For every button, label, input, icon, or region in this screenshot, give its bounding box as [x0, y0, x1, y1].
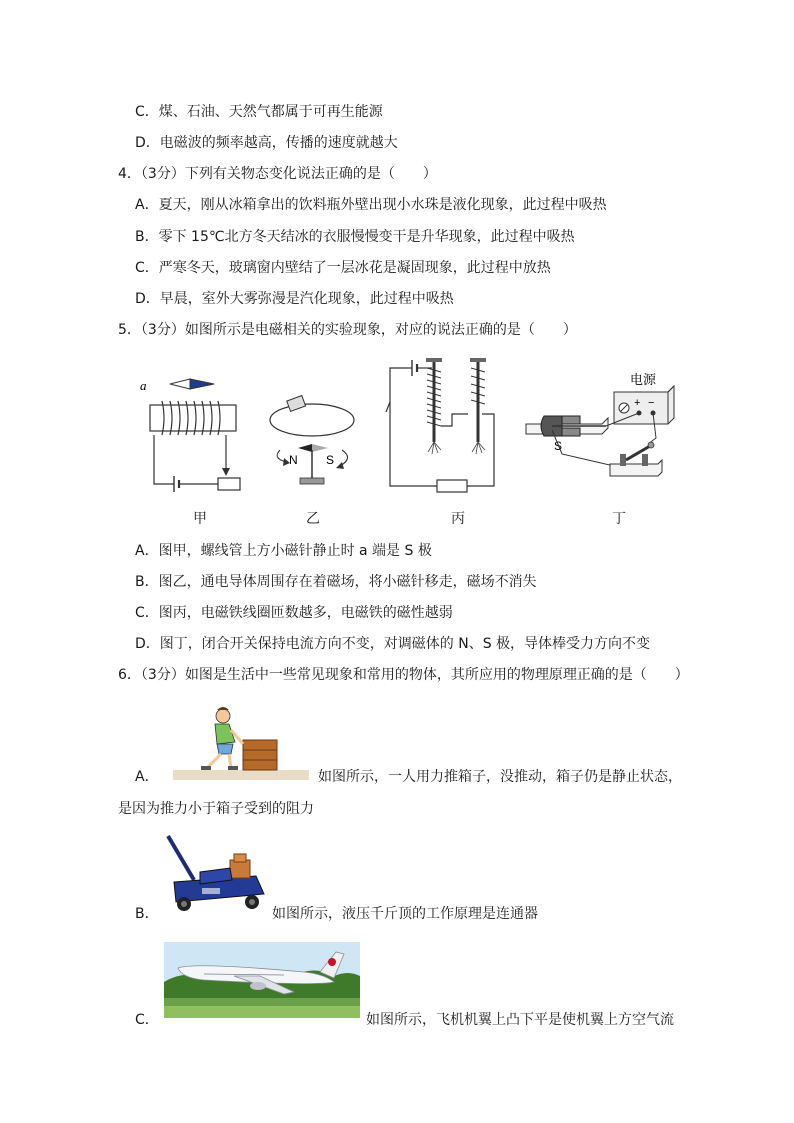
q6-option-b-text: 如图所示，液压千斤顶的工作原理是连通器 [272, 906, 538, 922]
label-a: a [140, 378, 147, 393]
label-minus: − [648, 397, 655, 409]
image-airplane [164, 942, 360, 1018]
image-push-box [173, 702, 309, 780]
label-plus: + [634, 397, 641, 409]
caption-ding: 丁 [612, 511, 626, 527]
q6-option-a-prefix: A． [135, 769, 159, 785]
q4-option-d: D．早晨，室外大雾弥漫是汽化现象，此过程中吸热 [135, 291, 454, 307]
q6-option-c-text: 如图所示，飞机机翼上凸下平是使机翼上方空气流 [366, 1012, 674, 1028]
figure-jia [138, 372, 248, 497]
q4-option-c: C．严寒冬天，玻璃窗内壁结了一层冰花是凝固现象，此过程中放热 [135, 260, 551, 276]
label-power: 电源 [630, 373, 657, 388]
q5-option-a: A．图甲，螺线管上方小磁针静止时 a 端是 S 极 [135, 543, 432, 559]
q3-option-c: C．煤、石油、天然气都属于可再生能源 [135, 104, 383, 120]
q5-option-d: D．图丁，闭合开关保持电流方向不变，对调磁体的 N、S 极，导体棒受力方向不变 [135, 636, 651, 652]
q6-option-a-text: 如图所示，一人用力推箱子，没推动，箱子仍是静止状态， [318, 769, 682, 785]
label-s-yi: S [326, 453, 335, 467]
q4-option-b: B．零下 15℃北方冬天结冰的衣服慢慢变干是升华现象，此过程中吸热 [135, 229, 575, 245]
caption-yi: 乙 [306, 511, 320, 527]
caption-bing: 丙 [451, 511, 465, 527]
figure-ding [522, 368, 682, 488]
q6-option-a-continued: 是因为推力小于箱子受到的阻力 [118, 801, 314, 817]
q5-option-c: C．图丙，电磁铁线圈匝数越多，电磁铁的磁性越弱 [135, 605, 453, 621]
label-s-ding: S [554, 439, 563, 453]
q5-stem: 5．（3分）如图所示是电磁相关的实验现象，对应的说法正确的是（ ） [118, 322, 577, 338]
q5-option-b: B．图乙，通电导体周围存在着磁场，将小磁针移走，磁场不消失 [135, 574, 537, 590]
label-n-yi: N [289, 453, 298, 467]
q4-stem: 4．（3分）下列有关物态变化说法正确的是（ ） [118, 166, 437, 182]
q6-stem: 6．（3分）如图是生活中一些常见现象和常用的物体，其所应用的物理原理正确的是（ ） [118, 667, 689, 683]
figure-bing [382, 354, 502, 494]
image-hydraulic-jack [160, 832, 270, 916]
caption-jia: 甲 [193, 511, 207, 527]
q6-option-c-prefix: C． [135, 1012, 159, 1028]
q3-option-d: D．电磁波的频率越高，传播的速度就越大 [135, 135, 398, 151]
q4-option-a: A．夏天，刚从冰箱拿出的饮料瓶外壁出现小水珠是液化现象，此过程中吸热 [135, 197, 607, 213]
q6-option-b-prefix: B． [135, 906, 159, 922]
figure-yi [262, 392, 362, 492]
